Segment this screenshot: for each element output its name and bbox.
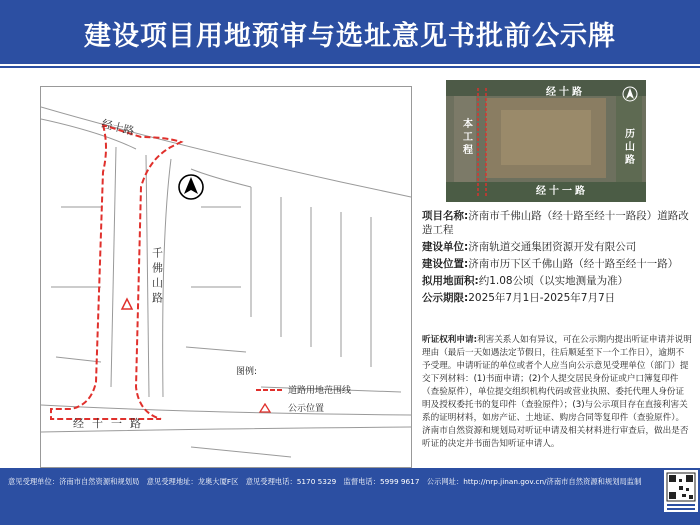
- legend-item-boundary: [256, 383, 351, 396]
- header-banner: [0, 0, 700, 70]
- photo-label-bottom: 经十一路: [536, 186, 588, 197]
- site-plan-svg: [41, 87, 411, 467]
- unit-label: 建设单位:: [422, 241, 469, 253]
- unit-value: 济南轨道交通集团资源开发有限公司: [468, 241, 637, 253]
- location-label: 建设位置:: [422, 258, 469, 270]
- header-divider-inner: [0, 66, 700, 68]
- location-row: [422, 257, 692, 271]
- north-arrow-icon: [179, 175, 203, 199]
- location-value: 济南市历下区千佛山路（经十路至经十一路）: [468, 258, 679, 270]
- project-name-label: 项目名称:: [422, 210, 469, 222]
- legend-item-position: [256, 401, 351, 414]
- map-road-side-label: 千佛山路: [150, 247, 164, 307]
- page-title: 建设项目用地预审与选址意见书批前公示牌: [84, 21, 616, 52]
- qr-code-icon: [664, 470, 698, 512]
- map-road-top-label: 经十路: [100, 117, 136, 138]
- hearing-notice: [422, 334, 692, 451]
- aerial-photo-svg: [446, 80, 646, 202]
- photo-label-right: 历山路: [622, 128, 634, 167]
- period-label: 公示期限:: [422, 292, 469, 304]
- notice-label: 听证权利申请:: [422, 335, 477, 345]
- area-value: 约1.08公顷（以实地测量为准）: [478, 275, 629, 287]
- footer-bar: [0, 468, 700, 525]
- notice-text: 利害关系人如有异议，可在公示期内提出听证申请并说明理由（最后一天如遇法定节假日，往后顺延至下一个工作日），逾期不予受理。申请听证的单位或者个人应当向公示意见受理单位（部门）提交下列材料：(1)书面申请；(2)个人提交居民身份证或户口簿复印件（查验原件），单位提交组织机构代码或营业执照、委托代理人身份证明及授权委托书的复印件（查验原件）；(3)与公示项目存在直接利害关系的证明材料，如房产证、土地证、购房合同等复印件（查验原件）。济南市自然资源和规划局对听证申请及相关材料进行审查后，做出是否听证的决定并书面告知听证申请人。: [422, 335, 692, 449]
- period-row: [422, 291, 692, 305]
- site-plan-map: [40, 86, 412, 468]
- period-value: 2025年7月1日-2025年7月7日: [468, 292, 616, 304]
- aerial-photo: [446, 80, 646, 202]
- dashed-line-icon: [256, 387, 282, 393]
- legend-label-position: 公示位置: [288, 404, 325, 414]
- triangle-marker-icon: [256, 403, 282, 413]
- notice-position-icon: [122, 299, 132, 309]
- legend-title: 图例:: [236, 367, 258, 377]
- photo-label-top: 经十路: [546, 87, 585, 98]
- unit-row: [422, 240, 692, 254]
- legend-label-boundary: 道路用地范围线: [288, 386, 352, 396]
- map-road-bottom-label: 经十一路: [73, 417, 149, 430]
- project-name-row: [422, 209, 692, 237]
- legend: [236, 364, 351, 414]
- project-name-value: 济南市千佛山路（经十路至经十一路段）道路改造工程: [422, 210, 689, 236]
- area-label: 拟用地面积:: [422, 275, 479, 287]
- footer-text: 意见受理单位：济南市自然资源和规划局 意见受理地址：龙奥大厦F区 意见受理电话：5170 5329 监督电话：5999 9617 公示网址：http://nrp.jinan.gov.cn/济南市自然资源和规划局监制: [8, 477, 642, 486]
- photo-label-left: 本工程: [460, 118, 472, 157]
- area-row: [422, 274, 692, 288]
- project-info: [422, 209, 692, 308]
